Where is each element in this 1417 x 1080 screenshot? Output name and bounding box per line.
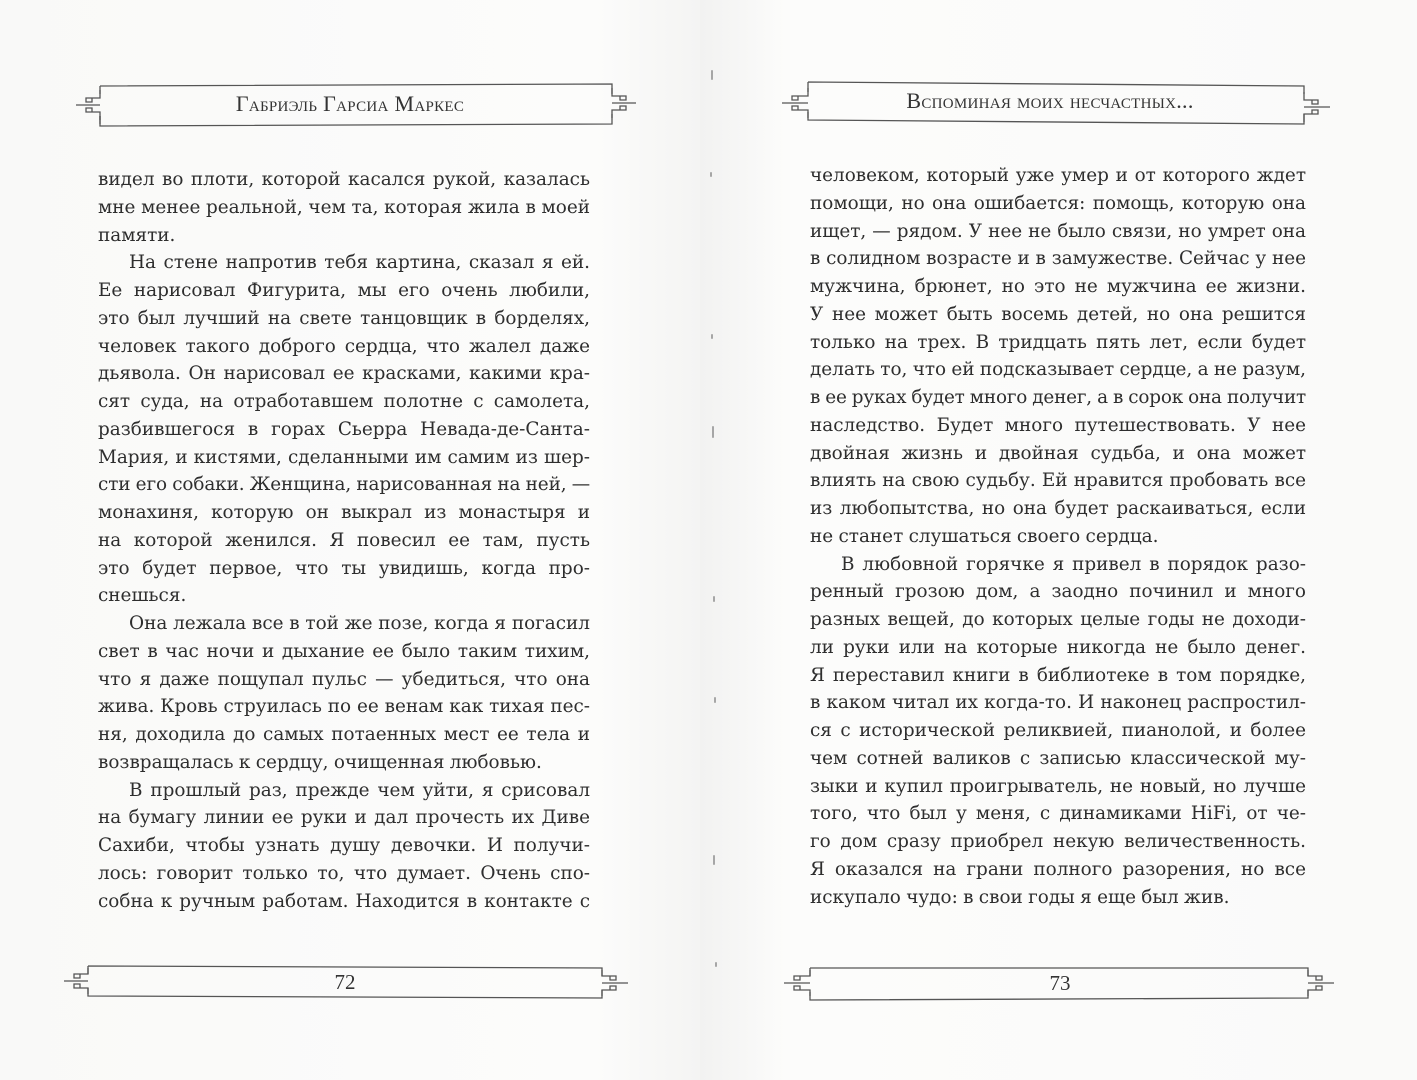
text-line: видел во плоти, которой касался рукой, казалась xyxy=(98,169,590,190)
text-line: ренный грозою дом, а заодно починил и много xyxy=(810,581,1306,603)
binding-thread-mark xyxy=(715,962,717,967)
text-line: монахиня, которую он выкрал из монастыря и xyxy=(98,502,590,523)
running-head-author: Габриэль Гарсиа Маркес xyxy=(235,91,465,116)
text-line: сти его собаки. Женщина, нарисованная на ней, — xyxy=(98,474,591,496)
left-page xyxy=(0,0,700,1080)
text-line: На стене напротив тебя картина, сказал я ей. xyxy=(129,252,590,274)
text-line: ли руки или на которые никогда не было денег. xyxy=(810,636,1306,658)
binding-thread-mark xyxy=(713,596,715,602)
binding-thread-mark xyxy=(714,697,716,703)
text-line: зыки и купил проигрыватель, не новый, но лучше xyxy=(810,775,1306,797)
left-folio-frame xyxy=(62,964,628,998)
text-line: на бумагу линии ее руки и дал прочесть их Диве xyxy=(98,807,590,829)
text-line: в солидном возрасте и в замужестве. Сейчас у нее xyxy=(810,248,1306,270)
text-line: дьявола. Он нарисовал ее красками, какими кра- xyxy=(98,363,590,385)
text-line: свет в час ночи и дыхание ее было таким тихим, xyxy=(98,640,590,662)
text-line: собна к ручным работам. Находится в контакте с xyxy=(98,890,590,912)
text-line: сят суда, на отработавшем полотне с самолета, xyxy=(98,391,590,412)
text-line: памяти. xyxy=(98,224,176,246)
right-folio-frame xyxy=(780,966,1340,1000)
text-line: влиять на свою судьбу. Ей нравится пробовать все xyxy=(810,470,1306,492)
text-line: ня, доходила до самых потаенных мест ее тела и xyxy=(98,724,590,745)
text-line: разбившегося в горах Сьерра Невада-де-Санта- xyxy=(98,418,590,440)
text-line: на которой женился. Я повесил ее там, пусть xyxy=(98,529,590,551)
text-line: лось: говорит только то, что думает. Очень спо- xyxy=(98,862,590,884)
text-line: ся с исторической реликвией, пианолой, и более xyxy=(810,720,1306,741)
running-head-title: Вспоминая моих несчастных... xyxy=(906,88,1194,113)
text-line: У нее может быть восемь детей, но она решится xyxy=(810,303,1306,325)
text-line: в ее руках будет много денег, а в сорок она получит xyxy=(810,387,1306,408)
binding-thread-mark xyxy=(711,70,713,80)
text-line: Я оказался на грани полного разорения, но все xyxy=(810,858,1306,880)
text-line: человек такого доброго сердца, что жалел даже xyxy=(98,335,590,357)
text-line: что я даже пощупал пульс — убедиться, что она xyxy=(98,668,590,690)
text-line: Я переставил книги в библиотеке в том порядке, xyxy=(810,664,1306,686)
text-line: чем сотней валиков с записью классической му- xyxy=(810,747,1306,769)
text-line: мне менее реальной, чем та, которая жила в моей xyxy=(98,196,590,218)
left-running-head-frame xyxy=(70,82,630,124)
right-page-body-text xyxy=(810,162,1306,911)
text-line: возвращалась к сердцу, очищенная любовью. xyxy=(98,751,542,773)
binding-thread-mark xyxy=(712,426,714,438)
text-line: снешься. xyxy=(98,585,187,607)
text-line: наследство. Будет много путешествовать. У нее xyxy=(810,414,1306,436)
text-line: искупало чудо: в свои годы я еще был жив. xyxy=(810,886,1230,908)
left-page-body-text xyxy=(98,166,590,915)
binding-thread-mark xyxy=(710,172,712,177)
binding-thread-mark xyxy=(711,334,713,339)
text-line: делать то, что ей подсказывает сердце, а не разум, xyxy=(810,359,1306,381)
right-running-head-frame xyxy=(780,80,1340,124)
page-number: 72 xyxy=(334,970,356,994)
binding-thread-mark xyxy=(713,855,715,865)
page-number: 73 xyxy=(1049,971,1071,995)
text-line: го дом сразу приобрел некую величественность. xyxy=(810,831,1306,852)
text-line: ищет, — рядом. У нее не было связи, но умрет она xyxy=(810,220,1306,242)
right-page xyxy=(700,0,1417,1080)
text-line: Сахиби, чтобы узнать душу девочки. И получи- xyxy=(98,835,590,856)
text-line: Ее нарисовал Фигурита, мы его очень любили, xyxy=(98,280,590,301)
text-line: это будет первое, что ты увидишь, когда про- xyxy=(98,557,590,579)
text-line: не станет слушаться своего сердца. xyxy=(810,525,1159,547)
text-line: В прошлый раз, прежде чем уйти, я срисовал xyxy=(129,779,590,801)
text-line: того, что был у меня, с динамиками HiFi, от че- xyxy=(810,803,1306,825)
text-line: разных вещей, до которых целые годы не доходи- xyxy=(810,609,1306,630)
text-line: в каком читал их когда-то. И наконец распростил- xyxy=(810,692,1306,714)
text-line: жива. Кровь струилась по ее венам как тихая пес- xyxy=(98,696,590,718)
text-line: Мария, и кистями, сделанными им самим из шер- xyxy=(98,446,590,468)
text-line: Она лежала все в той же позе, когда я погасил xyxy=(129,613,590,634)
text-line: двойная жизнь и двойная судьба, и она может xyxy=(810,442,1306,464)
text-line: только на трех. В тридцать пять лет, если будет xyxy=(810,331,1306,353)
text-line: В любовной горячке я привел в порядок разо- xyxy=(841,553,1306,575)
text-line: помощи, но она ошибается: помощь, которую она xyxy=(810,192,1306,214)
text-line: мужчина, брюнет, но это не мужчина ее жизни. xyxy=(810,276,1306,297)
text-line: из любопытства, но она будет раскаиваться, если xyxy=(810,498,1306,519)
text-line: это был лучший на свете танцовщик в борделях, xyxy=(98,307,590,329)
text-line: человеком, который уже умер и от которого ждет xyxy=(810,165,1306,186)
